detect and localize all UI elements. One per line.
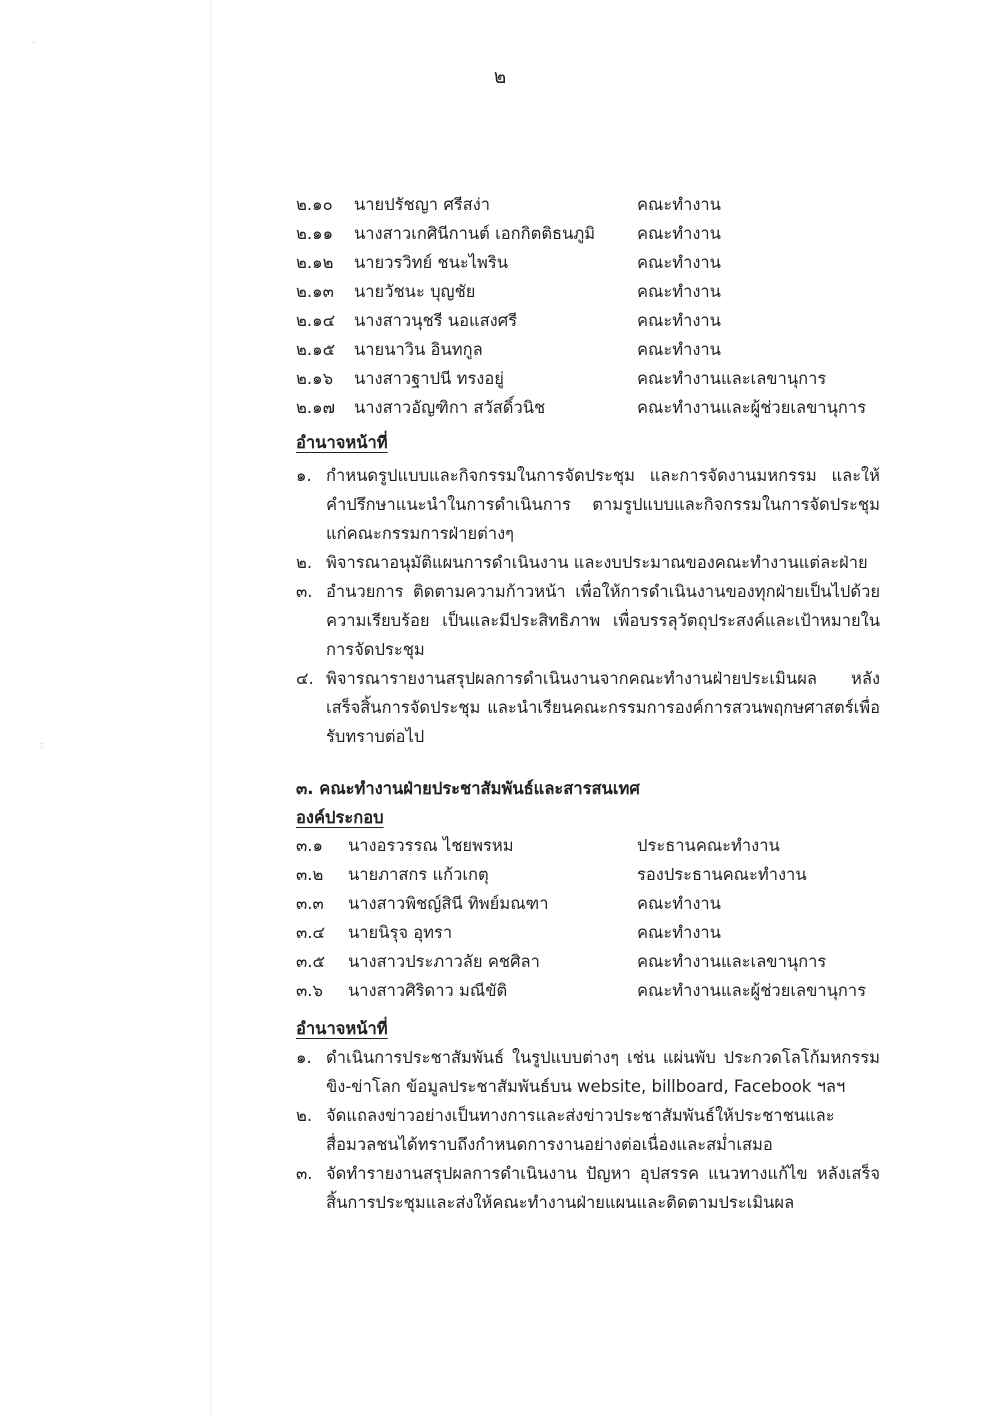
section2-duty-list [296,461,880,751]
member-name: นายนาวิน อินทกูล [354,340,483,359]
member-row [296,219,896,248]
member-role: คณะทำงาน [637,311,721,330]
duty-item [296,664,880,751]
member-role: คณะทำงาน [637,282,721,301]
member-number: ๓.๖ [296,981,323,1000]
member-role: คณะทำงาน [637,894,721,913]
member-role: คณะทำงาน [637,340,721,359]
member-role: ประธานคณะทำงาน [637,836,780,855]
member-number: ๒.๑๓ [296,282,334,301]
member-number: ๓.๔ [296,923,326,942]
duty-item [296,1101,880,1159]
member-row [296,831,896,860]
member-row [296,393,896,422]
member-number: ๒.๑๑ [296,224,334,243]
duty-number: ๒. [296,1106,313,1125]
page-margin-line [210,0,211,1415]
duty-number: ๓. [296,582,313,601]
member-row [296,335,896,364]
member-role: คณะทำงาน [637,224,721,243]
member-row [296,860,896,889]
duty-text: อำนวยการ ติดตามความก้าวหน้า เพื่อให้การดำเนินงานของทุกฝ่ายเป็นไปด้วยความเรียบร้อย เป็นและมีประสิทธิภาพ เพื่อบรรลุวัตถุประสงค์และเป้าหมายในการจัดประชุม [326,582,880,659]
member-row [296,364,896,393]
section3-member-list [296,831,896,1005]
member-role: คณะทำงาน [637,195,721,214]
duty-text: พิจารณาอนุมัติแผนการดำเนินงาน และงบประมาณของคณะทำงานแต่ละฝ่าย [326,553,868,572]
member-number: ๓.๒ [296,865,324,884]
member-row [296,947,896,976]
duty-number: ๓. [296,1164,313,1183]
member-number: ๒.๑๕ [296,340,336,359]
member-row [296,190,896,219]
member-role: คณะทำงาน [637,923,721,942]
member-number: ๒.๑๒ [296,253,334,272]
duty-number: ๑. [296,466,312,485]
member-name: นางอรวรรณ ไชยพรหม [348,836,514,855]
member-name: นายปรัชญา ศรีสง่า [354,195,491,214]
member-row [296,248,896,277]
member-role: คณะทำงานและผู้ช่วยเลขานุการ [637,981,867,1000]
member-role: คณะทำงานและผู้ช่วยเลขานุการ [637,398,867,417]
member-name: นางสาวฐาปนี ทรงอยู่ [354,369,504,388]
duty-number: ๑. [296,1048,312,1067]
duty-text: ดำเนินการประชาสัมพันธ์ ในรูปแบบต่างๆ เช่น แผ่นพับ ประกวดโลโก้มหกรรมขิง-ข่าโลก ข้อมูลประชาสัมพันธ์บน website, billboard, Facebook ฯลฯ [326,1048,880,1096]
duty-item [296,548,880,577]
page-number: ๒ [493,66,507,88]
member-role: รองประธานคณะทำงาน [637,865,807,884]
duty-text: พิจารณารายงานสรุปผลการดำเนินงานจากคณะทำงานฝ่ายประเมินผล หลังเสร็จสิ้นการจัดประชุม และนำเรียนคณะกรรมการองค์การสวนพฤกษศาสตร์เพื่อรับทราบต่อไป [326,669,880,746]
duty-text: จัดแถลงข่าวอย่างเป็นทางการและส่งข่าวประชาสัมพันธ์ให้ประชาชนและสื่อมวลชนได้ทราบถึงกำหนดการงานอย่างต่อเนื่องและสม่ำเสมอ [326,1106,835,1154]
member-row [296,918,896,947]
duty-item [296,1043,880,1101]
section3-title: ๓. คณะทำงานฝ่ายประชาสัมพันธ์และสารสนเทศ [296,779,640,798]
member-name: นางสาวเกศินีกานต์ เอกกิตติธนภูมิ [354,224,596,243]
member-role: คณะทำงานและเลขานุการ [637,369,827,388]
duty-number: ๒. [296,553,313,572]
member-row [296,976,896,1005]
section3-duties-heading: อำนาจหน้าที่ [296,1019,388,1038]
section3-duty-list [296,1043,880,1217]
scan-speck: : [40,740,44,751]
member-number: ๒.๑๔ [296,311,336,330]
member-name: นายวัชนะ บุญชัย [354,282,476,301]
duty-number: ๔. [296,669,314,688]
duty-item [296,461,880,548]
member-row [296,306,896,335]
duty-item [296,1159,880,1217]
section2-member-list [296,190,896,422]
member-number: ๒.๑๖ [296,369,334,388]
member-name: นายวรวิทย์ ชนะไพริน [354,253,509,272]
duty-item [296,577,880,664]
member-number: ๓.๑ [296,836,323,855]
member-name: นางสาวศิริดาว มณีขัติ [348,981,508,1000]
member-role: คณะทำงาน [637,253,721,272]
member-number: ๓.๓ [296,894,324,913]
section2-duties-heading: อำนาจหน้าที่ [296,433,388,452]
member-row [296,277,896,306]
section3-composition-heading: องค์ประกอบ [296,808,384,827]
member-number: ๓.๕ [296,952,326,971]
member-row [296,889,896,918]
member-name: นายภาสกร แก้วเกตุ [348,865,489,884]
member-number: ๒.๑๗ [296,398,336,417]
member-name: นางสาวประภาวลัย คชศิลา [348,952,540,971]
duty-text: จัดทำรายงานสรุปผลการดำเนินงาน ปัญหา อุปสรรค แนวทางแก้ไข หลังเสร็จสิ้นการประชุมและส่งให้คณะทำงานฝ่ายแผนและติดตามประเมินผล [326,1164,880,1212]
member-name: นางสาวพิชญ์สินี ทิพย์มณฑา [348,894,549,913]
member-name: นางสาวอัญฑิกา สวัสดิ์วนิช [354,398,546,417]
member-name: นายนิรุจ อุทรา [348,923,453,942]
member-name: นางสาวนุชรี นอแสงศรี [354,311,518,330]
member-role: คณะทำงานและเลขานุการ [637,952,827,971]
duty-text: กำหนดรูปแบบและกิจกรรมในการจัดประชุม และการจัดงานมหกรรม และให้คำปรึกษาแนะนำในการดำเนินการ ตามรูปแบบและกิจกรรมในการจัดประชุมแก่คณะกรรมการฝ่ายต่างๆ [326,466,880,543]
scan-speck: · [32,38,36,49]
member-number: ๒.๑๐ [296,195,333,214]
